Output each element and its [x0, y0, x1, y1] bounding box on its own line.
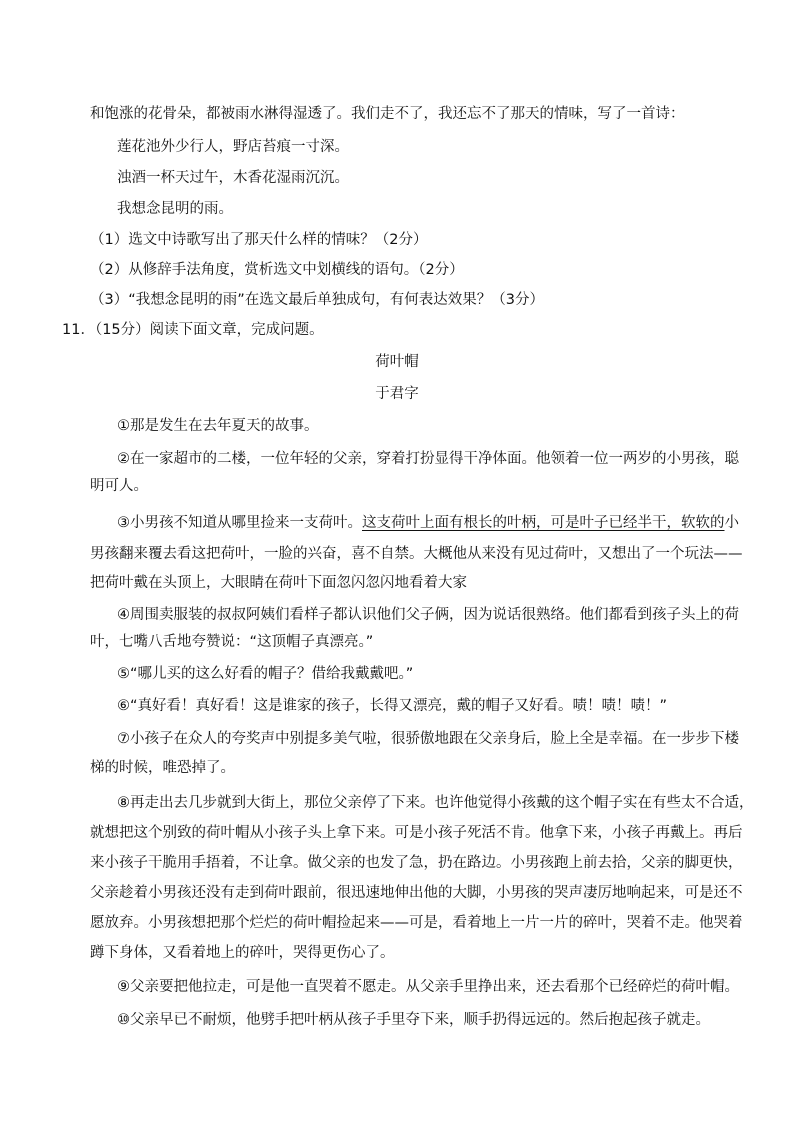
paragraph-3-text-b: 小 — [724, 515, 739, 531]
paragraph-4-line-1: ④周围卖服装的叔叔阿姨们看样子都认识他们父子俩，因为说话很熟络。他们都看到孩子头上的荷 — [117, 607, 739, 623]
poem-line-3: 我想念昆明的雨。 — [117, 201, 233, 217]
question-1: （1）选文中诗歌写出了那天什么样的情味？（2分） — [90, 232, 428, 248]
article-title: 荷叶帽 — [375, 354, 419, 370]
paragraph-7-line-2: 梯的时候，唯恐掉了。 — [90, 760, 235, 776]
intro-paragraph-tail: 和饱涨的花骨朵，都被雨水淋得湿透了。我们走不了，我还忘不了那天的情味，写了一首诗： — [90, 106, 685, 122]
paragraph-3-line-1 — [117, 513, 739, 533]
paragraph-8-line-1: ⑧再走出去几步就到大街上，那位父亲停了下来。也许他觉得小孩戴的这个帽子实在有些太不合适， — [117, 795, 754, 811]
question-3: （3）“我想念昆明的雨”在选文最后单独成句，有何表达效果？（3分） — [90, 292, 544, 308]
poem-line-1: 莲花池外少行人，野店苔痕一寸深。 — [117, 139, 349, 155]
paragraph-8-line-4: 父亲趁着小男孩还没有走到荷叶跟前，很迅速地伸出他的大脚，小男孩的哭声凄厉地响起来，可是还不 — [90, 885, 743, 901]
paragraph-1: ①那是发生在去年夏天的故事。 — [117, 418, 319, 434]
article-author: 于君字 — [375, 386, 419, 402]
paragraph-3-line-3: 把荷叶戴在头顶上，大眼睛在荷叶下面忽闪忽闪地看着大家 — [90, 575, 467, 591]
poem-line-2: 浊酒一杯天过午，木香花湿雨沉沉。 — [117, 170, 349, 186]
paragraph-10: ⑩父亲早已不耐烦，他劈手把叶柄从孩子手里夺下来，顺手扔得远远的。然后抱起孩子就走。 — [117, 1012, 710, 1028]
paragraph-5: ⑤“哪儿买的这么好看的帽子？借给我戴戴吧。” — [117, 666, 414, 682]
paragraph-3-line-2: 男孩翻来覆去看这把荷叶，一脸的兴奋，喜不自禁。大概他从来没有见过荷叶，又想出了一个玩法—— — [90, 546, 743, 562]
paragraph-2-line-2: 明可人。 — [90, 478, 148, 494]
paragraph-9: ⑨父亲要把他拉走，可是他一直哭着不愿走。从父亲手里挣出来，还去看那个已经碎烂的荷叶帽。 — [117, 979, 739, 995]
paragraph-8-line-6: 蹲下身体，又看着地上的碎叶，哭得更伤心了。 — [90, 945, 395, 961]
paragraph-8-line-5: 愿放弃。小男孩想把那个烂烂的荷叶帽捡起来——可是，看着地上一片一片的碎叶，哭着不走。他哭着 — [90, 915, 743, 931]
question-2: （2）从修辞手法角度，赏析选文中划横线的语句。（2分） — [90, 262, 464, 278]
paragraph-7-line-1: ⑦小孩子在众人的夸奖声中别提多美气啦，很骄傲地跟在父亲身后，脸上全是幸福。在一步步下楼 — [117, 731, 739, 747]
paragraph-8-line-2: 就想把这个别致的荷叶帽从小孩子头上拿下来。可是小孩子死活不肯。他拿下来，小孩子再戴上。再后 — [90, 825, 743, 841]
question-11-header: 11．（15分）阅读下面文章，完成问题。 — [62, 322, 324, 338]
paragraph-4-line-2: 叶，七嘴八舌地夸赞说：“这顶帽子真漂亮。” — [90, 634, 374, 650]
paragraph-6: ⑥“真好看！真好看！这是谁家的孩子，长得又漂亮，戴的帽子又好看。啧！啧！啧！” — [117, 698, 668, 714]
underlined-sentence: 这支荷叶上面有根长的叶柄，可是叶子已经半干，软软的 — [362, 515, 725, 531]
paragraph-8-line-3: 来小孩子干脆用手捂着，不让拿。做父亲的也发了急，扔在路边。小男孩跑上前去拾，父亲的脚更快， — [90, 855, 743, 871]
paragraph-3-text-a: ③小男孩不知道从哪里捡来一支荷叶。 — [117, 515, 362, 531]
paragraph-2-line-1: ②在一家超市的二楼，一位年轻的父亲，穿着打扮显得干净体面。他领着一位一两岁的小男孩，聪 — [117, 451, 739, 467]
